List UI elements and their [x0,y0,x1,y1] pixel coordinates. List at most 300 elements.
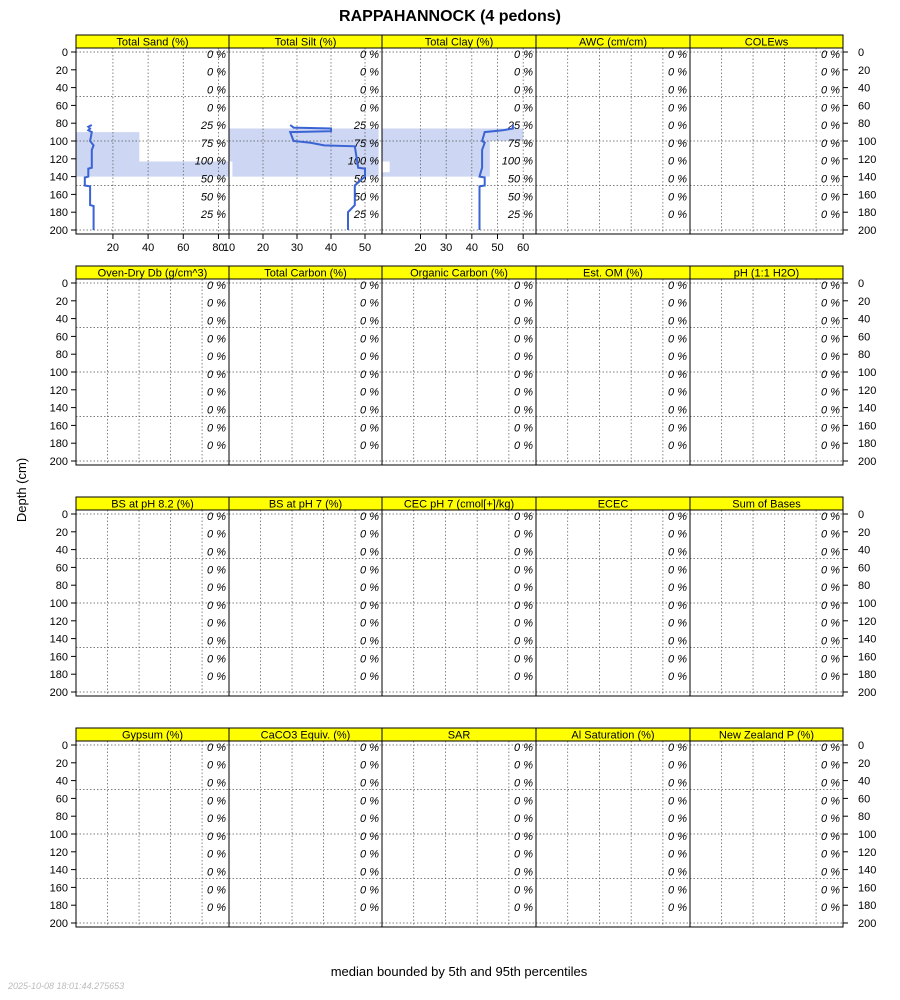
percent-label: 0 % [514,653,533,666]
percent-label: 0 % [207,599,226,612]
percent-label: 0 % [668,884,687,897]
percent-label: 0 % [821,137,840,150]
percent-label: 50 % [353,173,379,186]
depth-tick-label-left: 200 [49,687,68,699]
percent-label: 0 % [514,582,533,595]
panel-title: Total Carbon (%) [264,267,347,280]
percent-label: 0 % [821,155,840,168]
panel-title: Organic Carbon (%) [410,267,508,280]
percent-label: 0 % [207,902,226,915]
percent-label: 0 % [821,510,840,523]
depth-tick-label-left: 60 [55,793,68,806]
percent-label: 0 % [514,528,533,541]
percent-label: 0 % [207,671,226,684]
depth-tick-label-left: 20 [55,526,68,539]
panel [690,497,843,696]
percent-label: 0 % [668,48,687,61]
percent-label: 0 % [360,564,379,577]
depth-tick-label-right: 160 [858,420,877,433]
depth-tick-label-left: 140 [49,633,68,646]
percent-label: 0 % [668,635,687,648]
panel [76,35,229,254]
x-tick-label: 60 [177,242,190,254]
depth-tick-label-left: 40 [55,775,68,788]
depth-tick-label-left: 100 [49,367,68,379]
panel [76,728,229,927]
panel [690,35,843,234]
depth-tick-label-right: 100 [858,598,877,610]
percent-label: 0 % [514,48,533,61]
panel [382,266,536,465]
percent-label: 0 % [821,297,840,310]
percent-label: 0 % [668,279,687,292]
percent-label: 0 % [514,422,533,435]
percent-label: 0 % [821,866,840,879]
percent-label: 0 % [668,155,687,168]
percent-label: 0 % [668,440,687,453]
percent-label: 0 % [514,866,533,879]
panel [229,728,382,927]
percent-label: 0 % [207,368,226,381]
percent-label: 100 % [347,155,379,168]
percent-label: 0 % [821,66,840,79]
percent-label: 0 % [668,546,687,559]
percent-label: 0 % [360,830,379,843]
depth-tick-label-right: 120 [858,384,877,397]
depth-tick-label-left: 140 [49,171,68,184]
panel [536,497,690,696]
percent-label: 0 % [821,404,840,417]
percent-label: 0 % [514,279,533,292]
percent-label: 0 % [360,440,379,453]
depth-tick-label-left: 160 [49,882,68,895]
percent-label: 0 % [360,741,379,754]
depth-tick-label-left: 140 [49,402,68,415]
depth-tick-label-right: 200 [858,456,877,468]
percent-label: 0 % [360,635,379,648]
x-tick-label: 30 [440,242,453,254]
percentile-band [382,129,523,177]
percent-label: 0 % [514,351,533,364]
percent-label: 0 % [514,884,533,897]
percent-label: 0 % [668,830,687,843]
percent-label: 0 % [514,617,533,630]
depth-tick-label-right: 180 [858,207,877,220]
percent-label: 100 % [194,155,226,168]
percent-label: 0 % [207,102,226,115]
depth-tick-label-left: 140 [49,864,68,877]
percent-label: 0 % [668,848,687,861]
panel [690,728,843,927]
depth-tick-label-right: 40 [858,775,871,788]
percent-label: 0 % [207,422,226,435]
panel-title: SAR [447,729,471,742]
percent-label: 0 % [360,66,379,79]
percent-label: 0 % [821,84,840,97]
percent-label: 0 % [668,173,687,186]
panel-title: Al Saturation (%) [571,729,655,742]
percent-label: 0 % [668,84,687,97]
percent-label: 0 % [668,297,687,310]
percent-label: 0 % [207,848,226,861]
percent-label: 0 % [360,297,379,310]
percent-label: 0 % [360,528,379,541]
panel-title: New Zealand P (%) [718,729,815,742]
percent-label: 0 % [514,795,533,808]
percent-label: 0 % [207,546,226,559]
percent-label: 50 % [507,173,533,186]
depth-tick-label-left: 160 [49,189,68,202]
percent-label: 0 % [207,66,226,79]
percent-label: 0 % [360,546,379,559]
depth-tick-label-left: 100 [49,598,68,610]
percent-label: 0 % [514,777,533,790]
percent-label: 0 % [821,315,840,328]
percent-label: 0 % [668,404,687,417]
y-axis-label: Depth (cm) [14,457,29,523]
percent-label: 0 % [207,528,226,541]
percent-label: 0 % [514,386,533,399]
percent-label: 0 % [514,741,533,754]
percent-label: 0 % [207,404,226,417]
panel-title: BS at pH 8.2 (%) [111,498,194,511]
percent-label: 0 % [207,830,226,843]
depth-tick-label-right: 0 [858,740,865,752]
depth-tick-label-right: 60 [858,562,871,575]
panel [536,35,690,234]
depth-tick-label-left: 120 [49,384,68,397]
percent-label: 0 % [514,813,533,826]
percent-label: 0 % [360,315,379,328]
panel [690,266,843,465]
percent-label: 0 % [207,84,226,97]
percent-label: 0 % [668,795,687,808]
percent-label: 0 % [207,777,226,790]
panel-title: Total Sand (%) [116,36,189,49]
percent-label: 50 % [200,191,226,204]
percent-label: 0 % [821,528,840,541]
depth-tick-label-left: 20 [55,757,68,770]
percent-label: 0 % [360,582,379,595]
percent-label: 0 % [360,368,379,381]
depth-tick-label-right: 0 [858,509,865,521]
depth-tick-label-left: 200 [49,456,68,468]
depth-tick-label-right: 60 [858,331,871,344]
depth-tick-label-left: 160 [49,651,68,664]
percent-label: 0 % [360,422,379,435]
percent-label: 0 % [821,671,840,684]
panel-title: COLEws [744,36,789,49]
percent-label: 0 % [360,48,379,61]
panel [76,266,229,465]
percent-label: 0 % [360,813,379,826]
percent-label: 0 % [514,84,533,97]
percent-label: 0 % [668,671,687,684]
percent-label: 0 % [360,102,379,115]
percent-label: 0 % [360,351,379,364]
depth-tick-label-left: 120 [49,153,68,166]
depth-tick-label-right: 160 [858,189,877,202]
percent-label: 25 % [507,209,533,222]
depth-tick-label-left: 0 [61,278,68,290]
depth-tick-label-right: 40 [858,544,871,557]
percent-label: 0 % [821,102,840,115]
depth-tick-label-left: 180 [49,669,68,682]
percent-label: 0 % [207,795,226,808]
x-tick-label: 10 [222,242,236,254]
percent-label: 0 % [821,173,840,186]
percent-label: 0 % [514,635,533,648]
percent-label: 0 % [514,333,533,346]
depth-tick-label-right: 200 [858,918,877,930]
x-tick-label: 40 [324,242,338,254]
percent-label: 0 % [514,404,533,417]
panel-grid [50,35,877,930]
percent-label: 0 % [821,902,840,915]
timestamp: 2025-10-08 18:01:44.275653 [8,981,125,991]
panel-row [50,497,877,699]
percent-label: 0 % [514,848,533,861]
depth-tick-label-left: 0 [61,740,68,752]
percent-label: 0 % [668,422,687,435]
percent-label: 50 % [353,191,379,204]
depth-tick-label-right: 100 [858,136,877,148]
depth-tick-label-right: 20 [858,526,871,539]
percent-label: 0 % [668,528,687,541]
panel [76,497,229,696]
percent-label: 0 % [668,510,687,523]
percent-label: 0 % [207,564,226,577]
percent-label: 0 % [668,653,687,666]
x-tick-label: 60 [517,242,530,254]
depth-tick-label-left: 40 [55,313,68,326]
percent-label: 0 % [668,741,687,754]
percent-label: 0 % [360,884,379,897]
depth-tick-label-right: 200 [858,687,877,699]
percent-label: 0 % [821,653,840,666]
percent-label: 0 % [207,315,226,328]
depth-tick-label-left: 80 [55,349,68,362]
percent-label: 0 % [821,386,840,399]
percent-label: 75 % [353,137,379,150]
percent-label: 0 % [207,866,226,879]
percent-label: 0 % [821,564,840,577]
percent-label: 0 % [360,84,379,97]
percent-label: 25 % [353,120,379,133]
percent-label: 0 % [514,66,533,79]
percent-label: 0 % [821,582,840,595]
panel [536,266,690,465]
percent-label: 0 % [207,333,226,346]
percent-label: 0 % [360,777,379,790]
x-tick-label: 20 [414,242,427,254]
percent-label: 0 % [207,617,226,630]
percent-label: 0 % [821,48,840,61]
depth-tick-label-left: 80 [55,580,68,593]
depth-tick-label-right: 0 [858,278,865,290]
percent-label: 0 % [207,510,226,523]
percent-label: 0 % [668,137,687,150]
depth-tick-label-right: 0 [858,47,865,59]
panel [382,497,536,696]
percent-label: 25 % [200,209,226,222]
depth-tick-label-left: 20 [55,64,68,77]
percent-label: 0 % [207,635,226,648]
percent-label: 0 % [360,759,379,772]
x-tick-label: 80 [212,242,225,254]
percent-label: 0 % [668,386,687,399]
percent-label: 0 % [360,902,379,915]
percent-label: 0 % [207,653,226,666]
percent-label: 0 % [821,351,840,364]
depth-tick-label-left: 80 [55,118,68,131]
percent-label: 0 % [360,386,379,399]
depth-tick-label-left: 60 [55,562,68,575]
depth-tick-label-right: 80 [858,811,871,824]
depth-tick-label-right: 80 [858,118,871,131]
panel-row [50,728,877,930]
percent-label: 0 % [668,333,687,346]
percent-label: 50 % [200,173,226,186]
percent-label: 0 % [514,599,533,612]
depth-tick-label-left: 60 [55,331,68,344]
percent-label: 0 % [360,404,379,417]
percent-label: 0 % [207,351,226,364]
depth-tick-label-left: 40 [55,82,68,95]
depth-tick-label-right: 20 [858,757,871,770]
percent-label: 0 % [207,297,226,310]
percent-label: 0 % [514,368,533,381]
percent-label: 0 % [821,830,840,843]
chart-footer: median bounded by 5th and 95th percentiles [330,964,588,979]
x-tick-label: 50 [358,242,372,254]
percent-label: 0 % [207,48,226,61]
panel [382,728,536,927]
depth-tick-label-left: 180 [49,207,68,220]
percent-label: 0 % [668,759,687,772]
depth-tick-label-left: 0 [61,509,68,521]
percent-label: 0 % [207,582,226,595]
depth-tick-label-left: 80 [55,811,68,824]
depth-tick-label-left: 160 [49,420,68,433]
panel-title: pH (1:1 H2O) [733,267,800,280]
percent-label: 0 % [360,866,379,879]
percent-label: 0 % [821,599,840,612]
depth-tick-label-right: 140 [858,171,877,184]
depth-tick-label-right: 60 [858,100,871,113]
percent-label: 0 % [668,813,687,826]
depth-tick-label-left: 120 [49,615,68,628]
depth-tick-label-right: 120 [858,615,877,628]
percent-label: 0 % [821,191,840,204]
percent-label: 25 % [353,209,379,222]
percent-label: 0 % [668,66,687,79]
percent-label: 75 % [200,137,226,150]
x-tick-label: 20 [256,242,270,254]
percent-label: 0 % [360,671,379,684]
panel-title: CEC pH 7 (cmol[+]/kg) [403,498,515,511]
percent-label: 0 % [821,884,840,897]
panel-title: Sum of Bases [732,498,801,511]
depth-tick-label-right: 120 [858,153,877,166]
x-tick-label: 20 [106,242,120,254]
percent-label: 0 % [668,902,687,915]
percent-label: 0 % [821,120,840,133]
depth-tick-label-right: 100 [858,367,877,379]
percent-label: 0 % [207,813,226,826]
depth-tick-label-right: 140 [858,402,877,415]
panel [536,728,690,927]
x-tick-label: 50 [491,242,504,254]
percent-label: 0 % [668,209,687,222]
panel-title: Gypsum (%) [121,729,184,742]
percent-label: 0 % [668,368,687,381]
depth-tick-label-right: 40 [858,82,871,95]
depth-tick-label-left: 120 [49,846,68,859]
panel-row [50,266,877,468]
depth-tick-label-left: 100 [49,829,68,841]
percent-label: 0 % [821,546,840,559]
percent-label: 0 % [207,279,226,292]
percent-label: 0 % [207,884,226,897]
percent-label: 0 % [668,564,687,577]
percent-label: 0 % [514,510,533,523]
depth-tick-label-left: 200 [49,225,68,237]
depth-tick-label-left: 200 [49,918,68,930]
percent-label: 0 % [821,422,840,435]
percent-label: 75 % [507,137,533,150]
panel [223,35,382,254]
depth-tick-label-right: 180 [858,438,877,451]
depth-tick-label-right: 180 [858,900,877,913]
depth-tick-label-right: 60 [858,793,871,806]
x-tick-label: 40 [141,242,155,254]
percent-label: 0 % [360,510,379,523]
panel-title: BS at pH 7 (%) [268,498,343,511]
percent-label: 0 % [821,333,840,346]
depth-tick-label-right: 120 [858,846,877,859]
percent-label: 0 % [821,368,840,381]
percent-label: 0 % [514,902,533,915]
percent-label: 0 % [514,830,533,843]
percent-label: 0 % [514,297,533,310]
percent-label: 0 % [514,759,533,772]
percent-label: 0 % [207,440,226,453]
panel-title: Est. OM (%) [583,267,643,280]
percent-label: 0 % [821,813,840,826]
percent-label: 0 % [207,759,226,772]
depth-tick-label-left: 20 [55,295,68,308]
percent-label: 0 % [821,617,840,630]
depth-tick-label-right: 20 [858,64,871,77]
percent-label: 0 % [514,546,533,559]
panel-title: AWC (cm/cm) [578,36,648,49]
depth-tick-label-right: 100 [858,829,877,841]
percent-label: 25 % [507,120,533,133]
depth-tick-label-left: 180 [49,438,68,451]
percent-label: 100 % [501,155,533,168]
percent-label: 0 % [668,102,687,115]
percent-label: 0 % [360,333,379,346]
depth-tick-label-right: 80 [858,349,871,362]
percent-label: 0 % [514,564,533,577]
depth-tick-label-right: 140 [858,633,877,646]
percent-label: 0 % [668,777,687,790]
percent-label: 0 % [360,599,379,612]
percent-label: 0 % [821,279,840,292]
x-tick-label: 40 [465,242,478,254]
percent-label: 0 % [360,617,379,630]
